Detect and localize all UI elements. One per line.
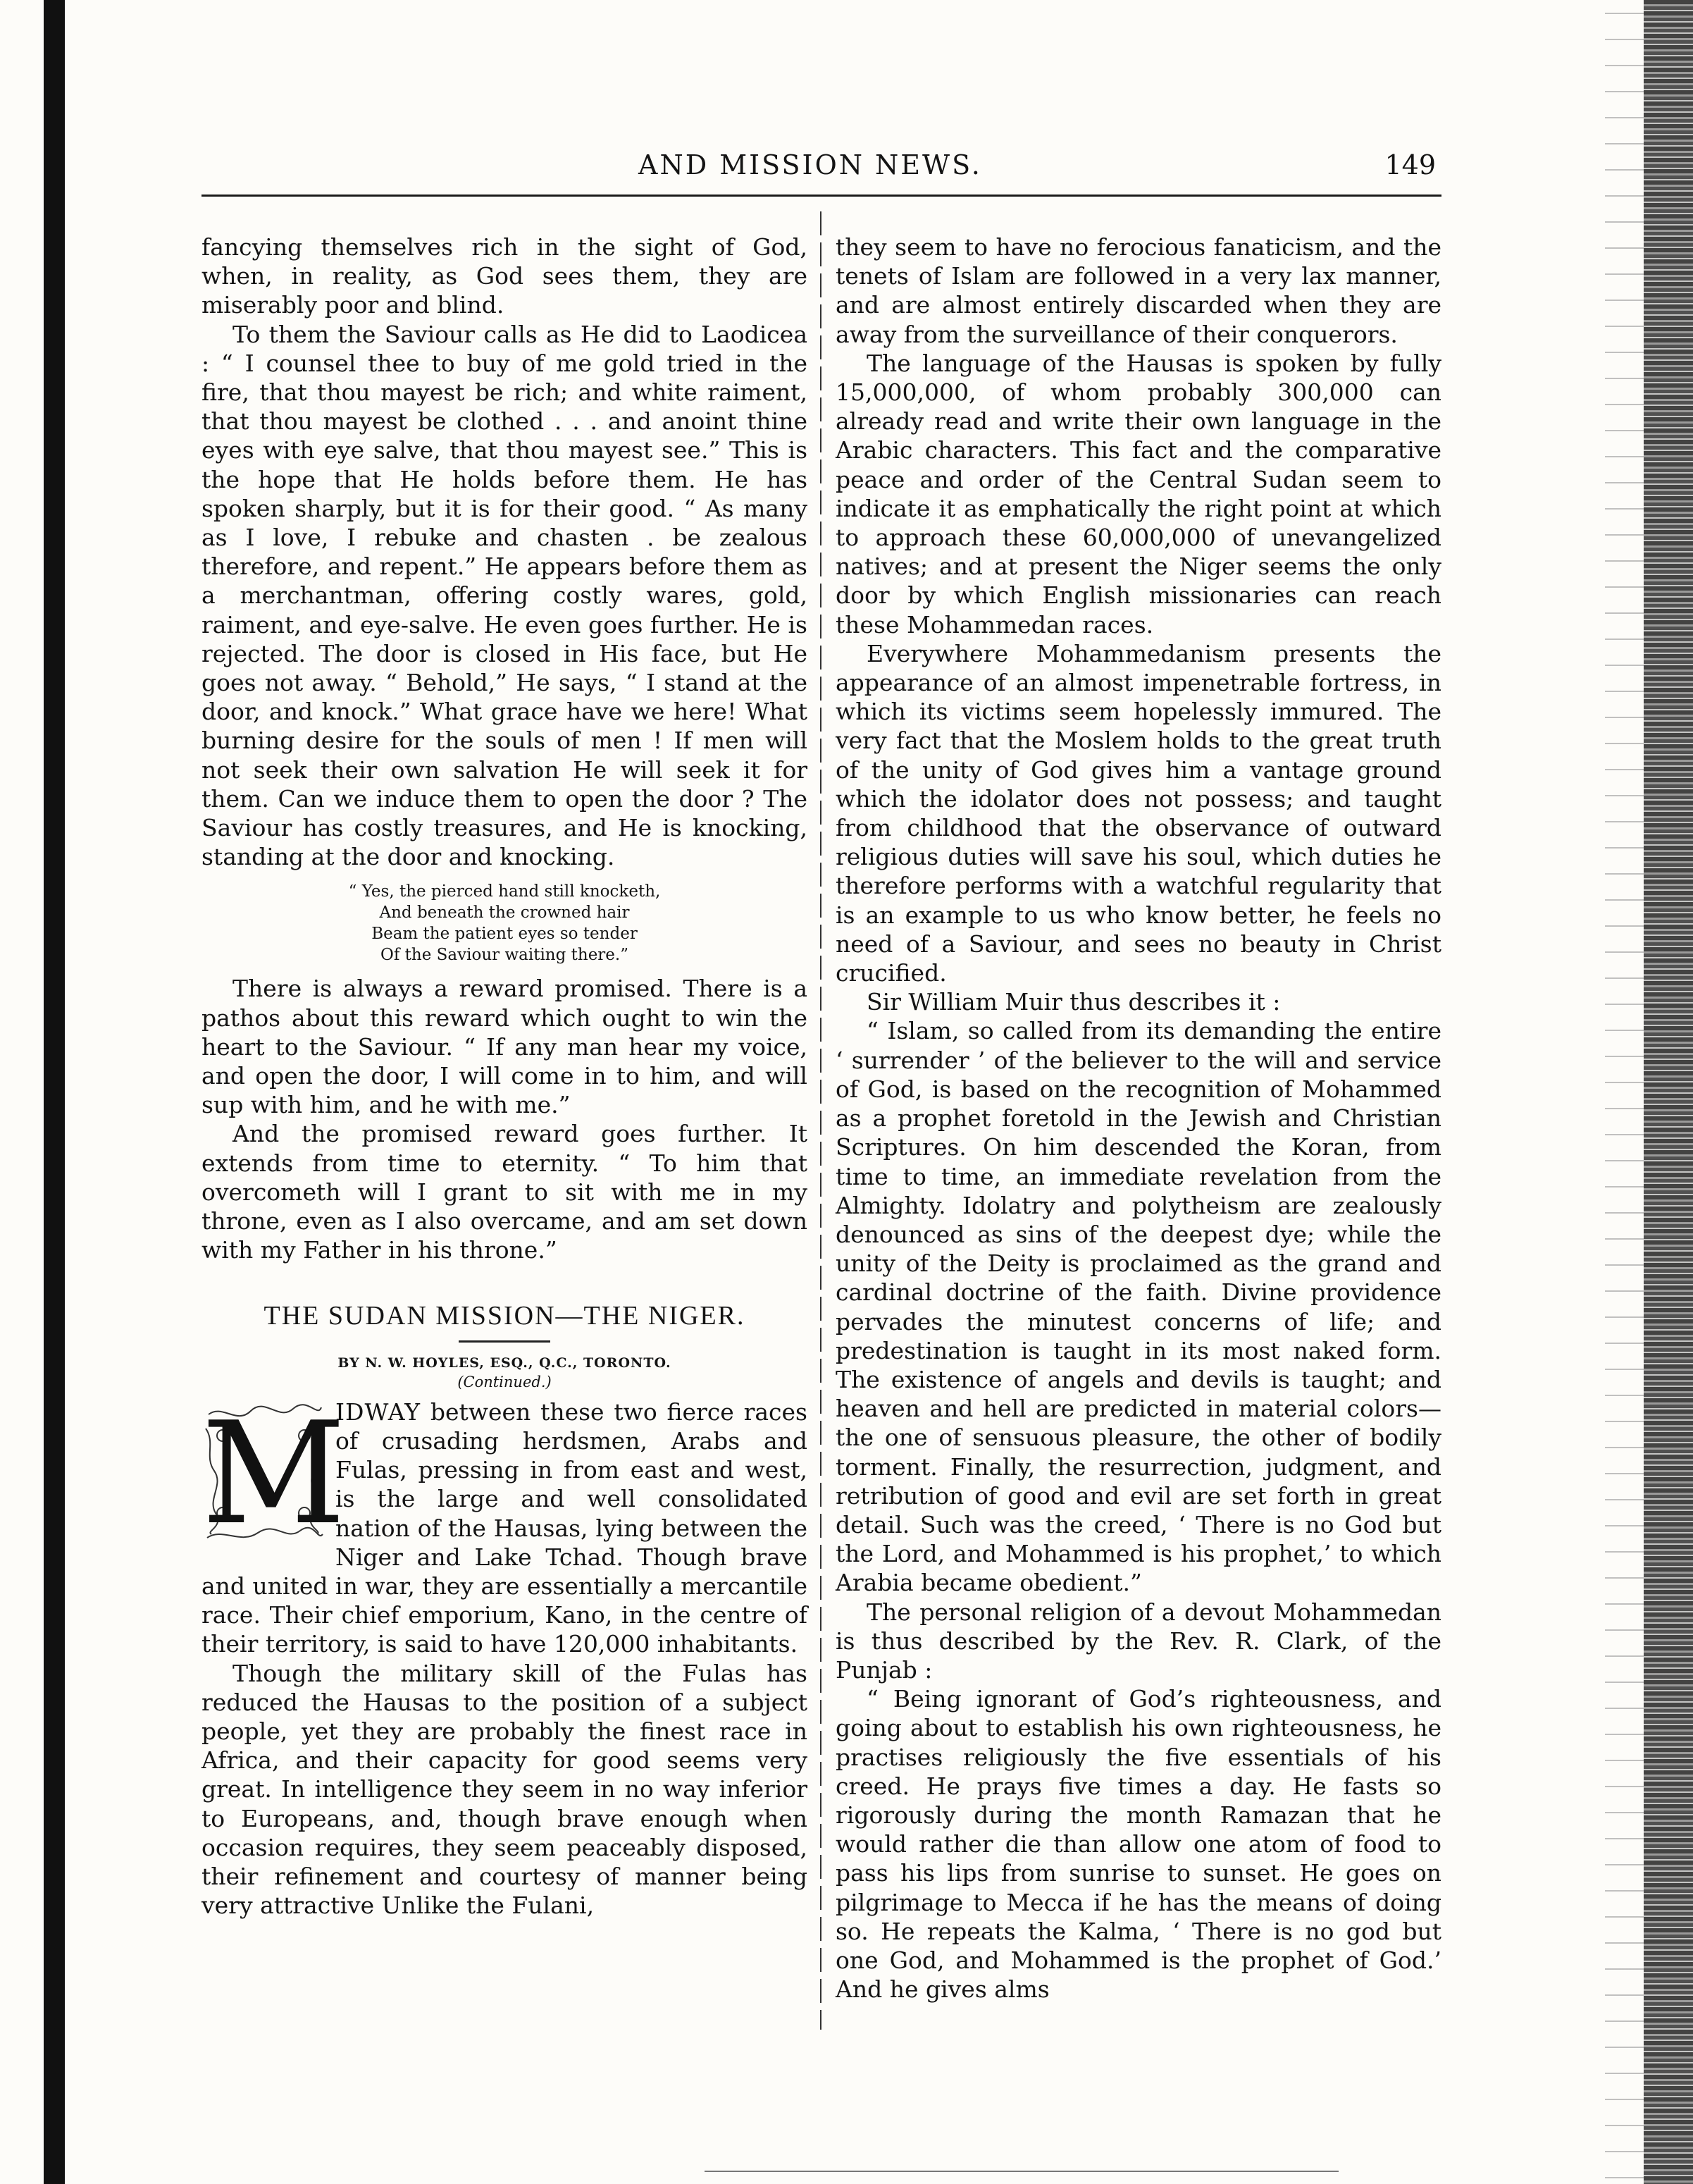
ornamental-initial — [201, 1391, 346, 1556]
paragraph: To them the Saviour calls as He did to Laodicea : “ I counsel thee to buy of me gold tried in the fire, that thou mayest be rich; and white raiment, that thou mayest be clothed . . . and anoint thine eyes with eye salve, that thou mayest see.” This is the hope that He holds before them. He has spoken sharply, but it is for their good. “ As many as I love, I rebuke and chasten . be zealous therefore, and repent.” He appears before them as a merchantman, offering costly wares, gold, raiment, and eye-salve. He even goes further. He is rejected. The door is closed in His face, but He goes not away. “ Behold,” He says, “ I stand at the door, and knock.” What grace have we here! What burning desire for the souls of men ! If men will not seek their own salvation He will seek it for them. Can we induce them to open the door ? The Saviour has costly treasures, and He is knocking, standing at the door and knocking. — [201, 320, 807, 871]
lead-word: IDWAY — [335, 1398, 421, 1426]
byline: BY N. W. HOYLES, ESQ., Q.C., TORONTO. — [337, 1355, 671, 1371]
paragraph-text: between these two fierce races of crusading herdsmen, Arabs and Fulas, pressing in from east and west, is the large and well consolidated nation of the Hausas, lying between the Niger and Lake Tchad. Though brave and united in war, they are essentially a mercantile race. Their chief emporium, Kano, in the centre of their territory, is said to have 120,000 inhabitants. — [201, 1398, 807, 1658]
opening-paragraph — [201, 1391, 807, 1659]
column-divider — [820, 211, 821, 2030]
paragraph: they seem to have no ferocious fanaticism, and the tenets of Islam are followed in a very lax manner, and are almost entirely discarded when they are away from the surveillance of their conquerors. — [836, 233, 1441, 348]
quotation: “ Being ignorant of God’s righteousness, and going about to establish his own righteousness, he practises religiously the five essentials of his creed. He prays five times a day. He fasts so rigorously during the month Ramazan that he would rather die than allow one atom of food to pass his lips from sunrise to sunset. He goes on pilgrimage to Mecca if he has the means of doing so. He repeats the Kalma, ‘ There is no god but one God, and Mohammed is the prophet of God.’ And he gives alms — [836, 1685, 1441, 2004]
paragraph: Everywhere Mohammedanism presents the appearance of an almost impenetrable fortress, in which its victims seem hopelessly immured. The very fact that the Moslem holds to the great truth of the unity of God gives him a vantage ground which the idolator does not possess; and taught from childhood that the observance of outward religious duties will save his soul, which duties he therefore performs with a watchful regularity that is an example to us who know better, he feels no need of a Saviour, and sees no beauty in Christ crucified. — [836, 639, 1441, 987]
running-header — [201, 149, 1441, 195]
bottom-scan-mark — [705, 2171, 1339, 2172]
running-title: AND MISSION NEWS. — [638, 149, 982, 180]
poem-line: Of the Saviour waiting there.” — [380, 946, 628, 965]
scan-binding-edge — [44, 0, 65, 2184]
paragraph: The personal religion of a devout Mohammedan is thus described by the Rev. R. Clark, of the Punjab : — [836, 1598, 1441, 1684]
header-rule — [201, 195, 1441, 197]
title-rule — [459, 1340, 550, 1343]
quotation: “ Islam, so called from its demanding the entire ‘ surrender ’ of the believer to the will and service of God, is based on the recognition of Mohammed as a prophet foretold in the Jewish and Christian Scriptures. On him descended the Koran, from time to time, an immediate revelation from the Almighty. Idolatry and polytheism are zealously denounced as sins of the deepest dye; while the unity of the Deity is proclaimed as the grand and cardinal doctrine of the faith. Divine providence pervades the minutest concerns of life; and predestination is taught in its most naked form. The existence of angels and devils is taught; and heaven and hell are predicted in material colors—the one of sensuous pleasure, the other of bodily torment. Finally, the resurrection, judgment, and retribution of good and evil are set forth in great detail. Such was the creed, ‘ There is no God but the Lord, and Mohammed is his prophet,’ to which Arabia became obedient.” — [836, 1017, 1441, 1597]
continued-note: (Continued.) — [457, 1373, 552, 1390]
poem-line: And beneath the crowned hair — [379, 903, 630, 923]
paragraph: Though the military skill of the Fulas has reduced the Hausas to the position of a subject people, yet they are probably the finest race in Africa, and their capacity for good seems very great. In intelligence they seem in no way inferior to Europeans, and, though brave enough when occasion requires, they seem peaceably disposed, their refinement and courtesy of manner being very attractive Unlike the Fulani, — [201, 1659, 807, 1920]
scan-page-edge — [1644, 0, 1693, 2184]
paragraph: The language of the Hausas is spoken by fully 15,000,000, of whom probably 300,000 can already read and write their own language in the Arabic characters. This fact and the comparative peace and order of the Central Sudan seem to indicate it as emphatically the right point at which to approach these 60,000,000 of unevangelized natives; and at present the Niger seems the only door by which English missionaries can reach these Mohammedan races. — [836, 349, 1441, 638]
paragraph: There is always a reward promised. There is a pathos about this reward which ought to win the heart to the Saviour. “ If any man hear my voice, and open the door, I will come in to him, and will sup with him, and he with me.” — [201, 975, 807, 1119]
right-column — [836, 233, 1441, 2004]
poem-line: Beam the patient eyes so tender — [371, 925, 638, 944]
left-column — [201, 233, 807, 1920]
paragraph: Sir William Muir thus describes it : — [867, 988, 1281, 1016]
poem-quote — [201, 881, 807, 965]
page-number: 149 — [1384, 149, 1436, 180]
paragraph: fancying themselves rich in the sight of God, when, in reality, as God sees them, they are miserably poor and blind. — [201, 233, 807, 319]
poem-line: “ Yes, the pierced hand still knocketh, — [348, 882, 661, 901]
article-title: THE SUDAN MISSION—THE NIGER. — [263, 1300, 745, 1331]
scan-page-edge-shadow — [1605, 0, 1644, 2184]
drop-cap: M — [201, 1391, 346, 1556]
paragraph: And the promised reward goes further. It extends from time to eternity. “ To him that overcometh will I grant to sit with me in my throne, even as I also overcame, and am set down with my Father in his throne.” — [201, 1120, 807, 1264]
